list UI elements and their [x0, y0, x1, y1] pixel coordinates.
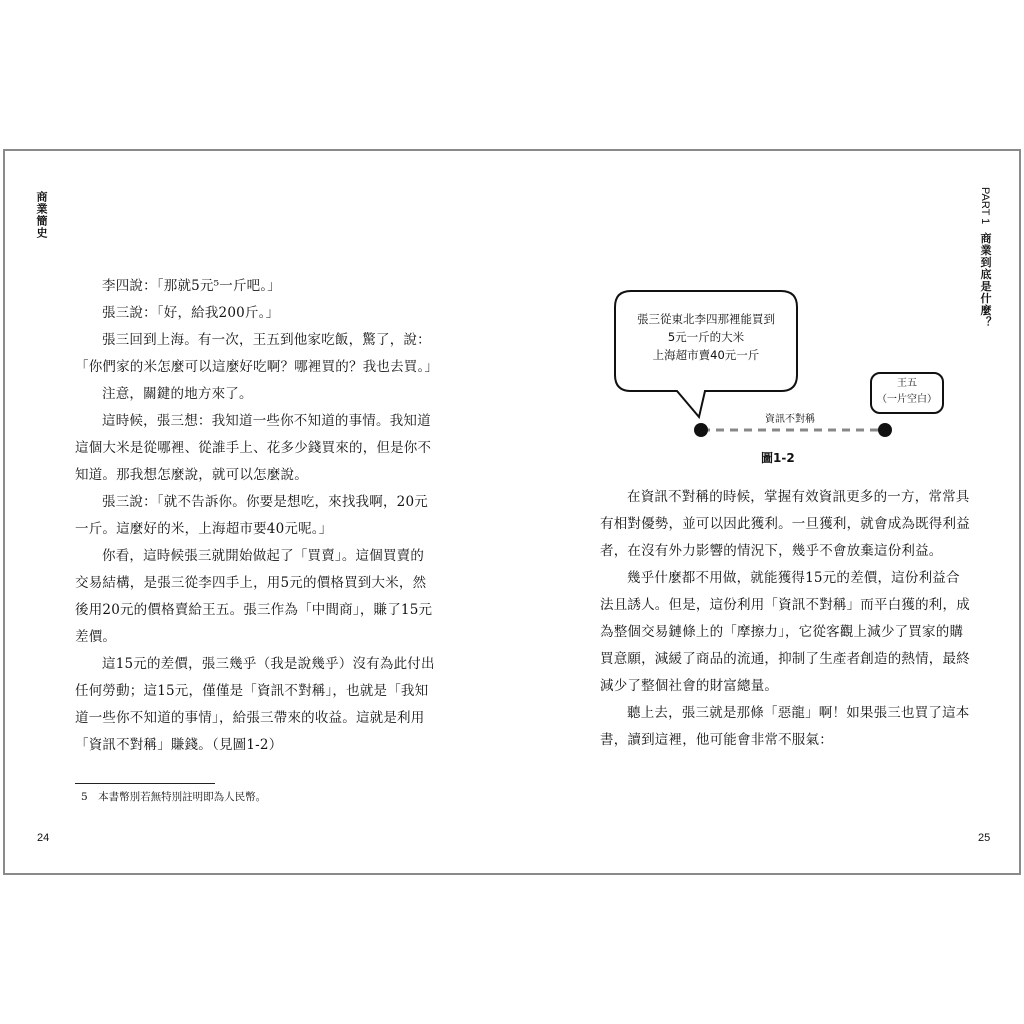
paragraph: 李四說：「那就5元⁵一斤吧。」 — [102, 278, 282, 294]
chapter-title: 商業到底是什麼？ — [979, 232, 992, 329]
wangwu-dot — [878, 423, 892, 437]
footnote-rule — [75, 783, 215, 784]
figure-caption: 圖1-2 — [761, 451, 795, 465]
bubble-line: 5元一斤的大米 — [667, 330, 745, 344]
paragraph: 幾乎什麼都不用做，就能獲得15元的差價，這份利益合法且誘人。但是，這份利用「資訊不對稱」而平白獲的利，成為整個交易鏈條上的「摩擦力」，它從客觀上減少了買家的購買意願，減緩了商品的流通，抑制了生產者創造的熱情，最終減少了整個社會的財富總量。 — [600, 570, 970, 694]
left-running-title: 商業簡史 — [35, 191, 48, 239]
bubble-line: 張三從東北李四那裡能買到 — [637, 312, 775, 326]
paragraph: 張三回到上海。有一次，王五到他家吃飯，驚了，說：「你們家的米怎麼可以這麼好吃啊？哪裡買的？我也去買。」 — [75, 332, 439, 375]
right-running-title — [979, 187, 991, 328]
zhangsan-dot — [694, 423, 708, 437]
paragraph: 你看，這時候張三就開始做起了「買賣」。這個買賣的交易結構，是張三從李四手上，用5元的價格買到大米，然後用20元的價格賣給王五。張三作為「中間商」，賺了15元差價。 — [75, 548, 433, 645]
paragraph: 注意，關鍵的地方來了。 — [102, 386, 253, 402]
left-body — [75, 273, 439, 759]
left-page-number: 24 — [37, 832, 50, 844]
paragraph: 張三說：「好，給我200斤。」 — [102, 305, 280, 321]
paragraph: 這15元的差價，張三幾乎（我是說幾乎）沒有為此付出任何勞動；這15元，僅僅是「資訊不對稱」，也就是「我知道一些你不知道的事情」，給張三帶來的收益。這就是利用「資訊不對稱」賺錢。（見圖1-2） — [75, 656, 435, 753]
book-spread — [3, 149, 1021, 875]
part-label: PART 1 — [979, 187, 991, 225]
right-page-number: 25 — [978, 832, 991, 844]
wangwu-node-text — [871, 376, 943, 408]
bubble-text — [616, 310, 796, 364]
node-line: （一片空白） — [877, 394, 937, 405]
right-body — [600, 484, 972, 754]
paragraph: 在資訊不對稱的時候，掌握有效資訊更多的一方，常常具有相對優勢，並可以因此獲利。一旦獲利，就會成為既得利益者，在沒有外力影響的情況下，幾乎不會放棄這份利益。 — [600, 489, 970, 559]
link-label: 資訊不對稱 — [765, 414, 815, 425]
bubble-line: 上海超市賣40元一斤 — [652, 348, 760, 362]
paragraph: 這時候，張三想：我知道一些你不知道的事情。我知道這個大米是從哪裡、從誰手上、花多少錢買來的，但是你不知道。那我想怎麼說，就可以怎麼說。 — [75, 413, 432, 483]
node-line: 王五 — [897, 378, 917, 389]
paragraph: 張三說：「就不告訴你。你要是想吃，來找我啊，20元一斤。這麼好的米，上海超市要40元呢。」 — [75, 494, 428, 537]
paragraph: 聽上去，張三就是那條「惡龍」啊！如果張三也買了這本書，讀到這裡，他可能會非常不服氣： — [600, 705, 970, 748]
footnote: 5 本書幣別若無特別註明即為人民幣。 — [81, 791, 267, 803]
